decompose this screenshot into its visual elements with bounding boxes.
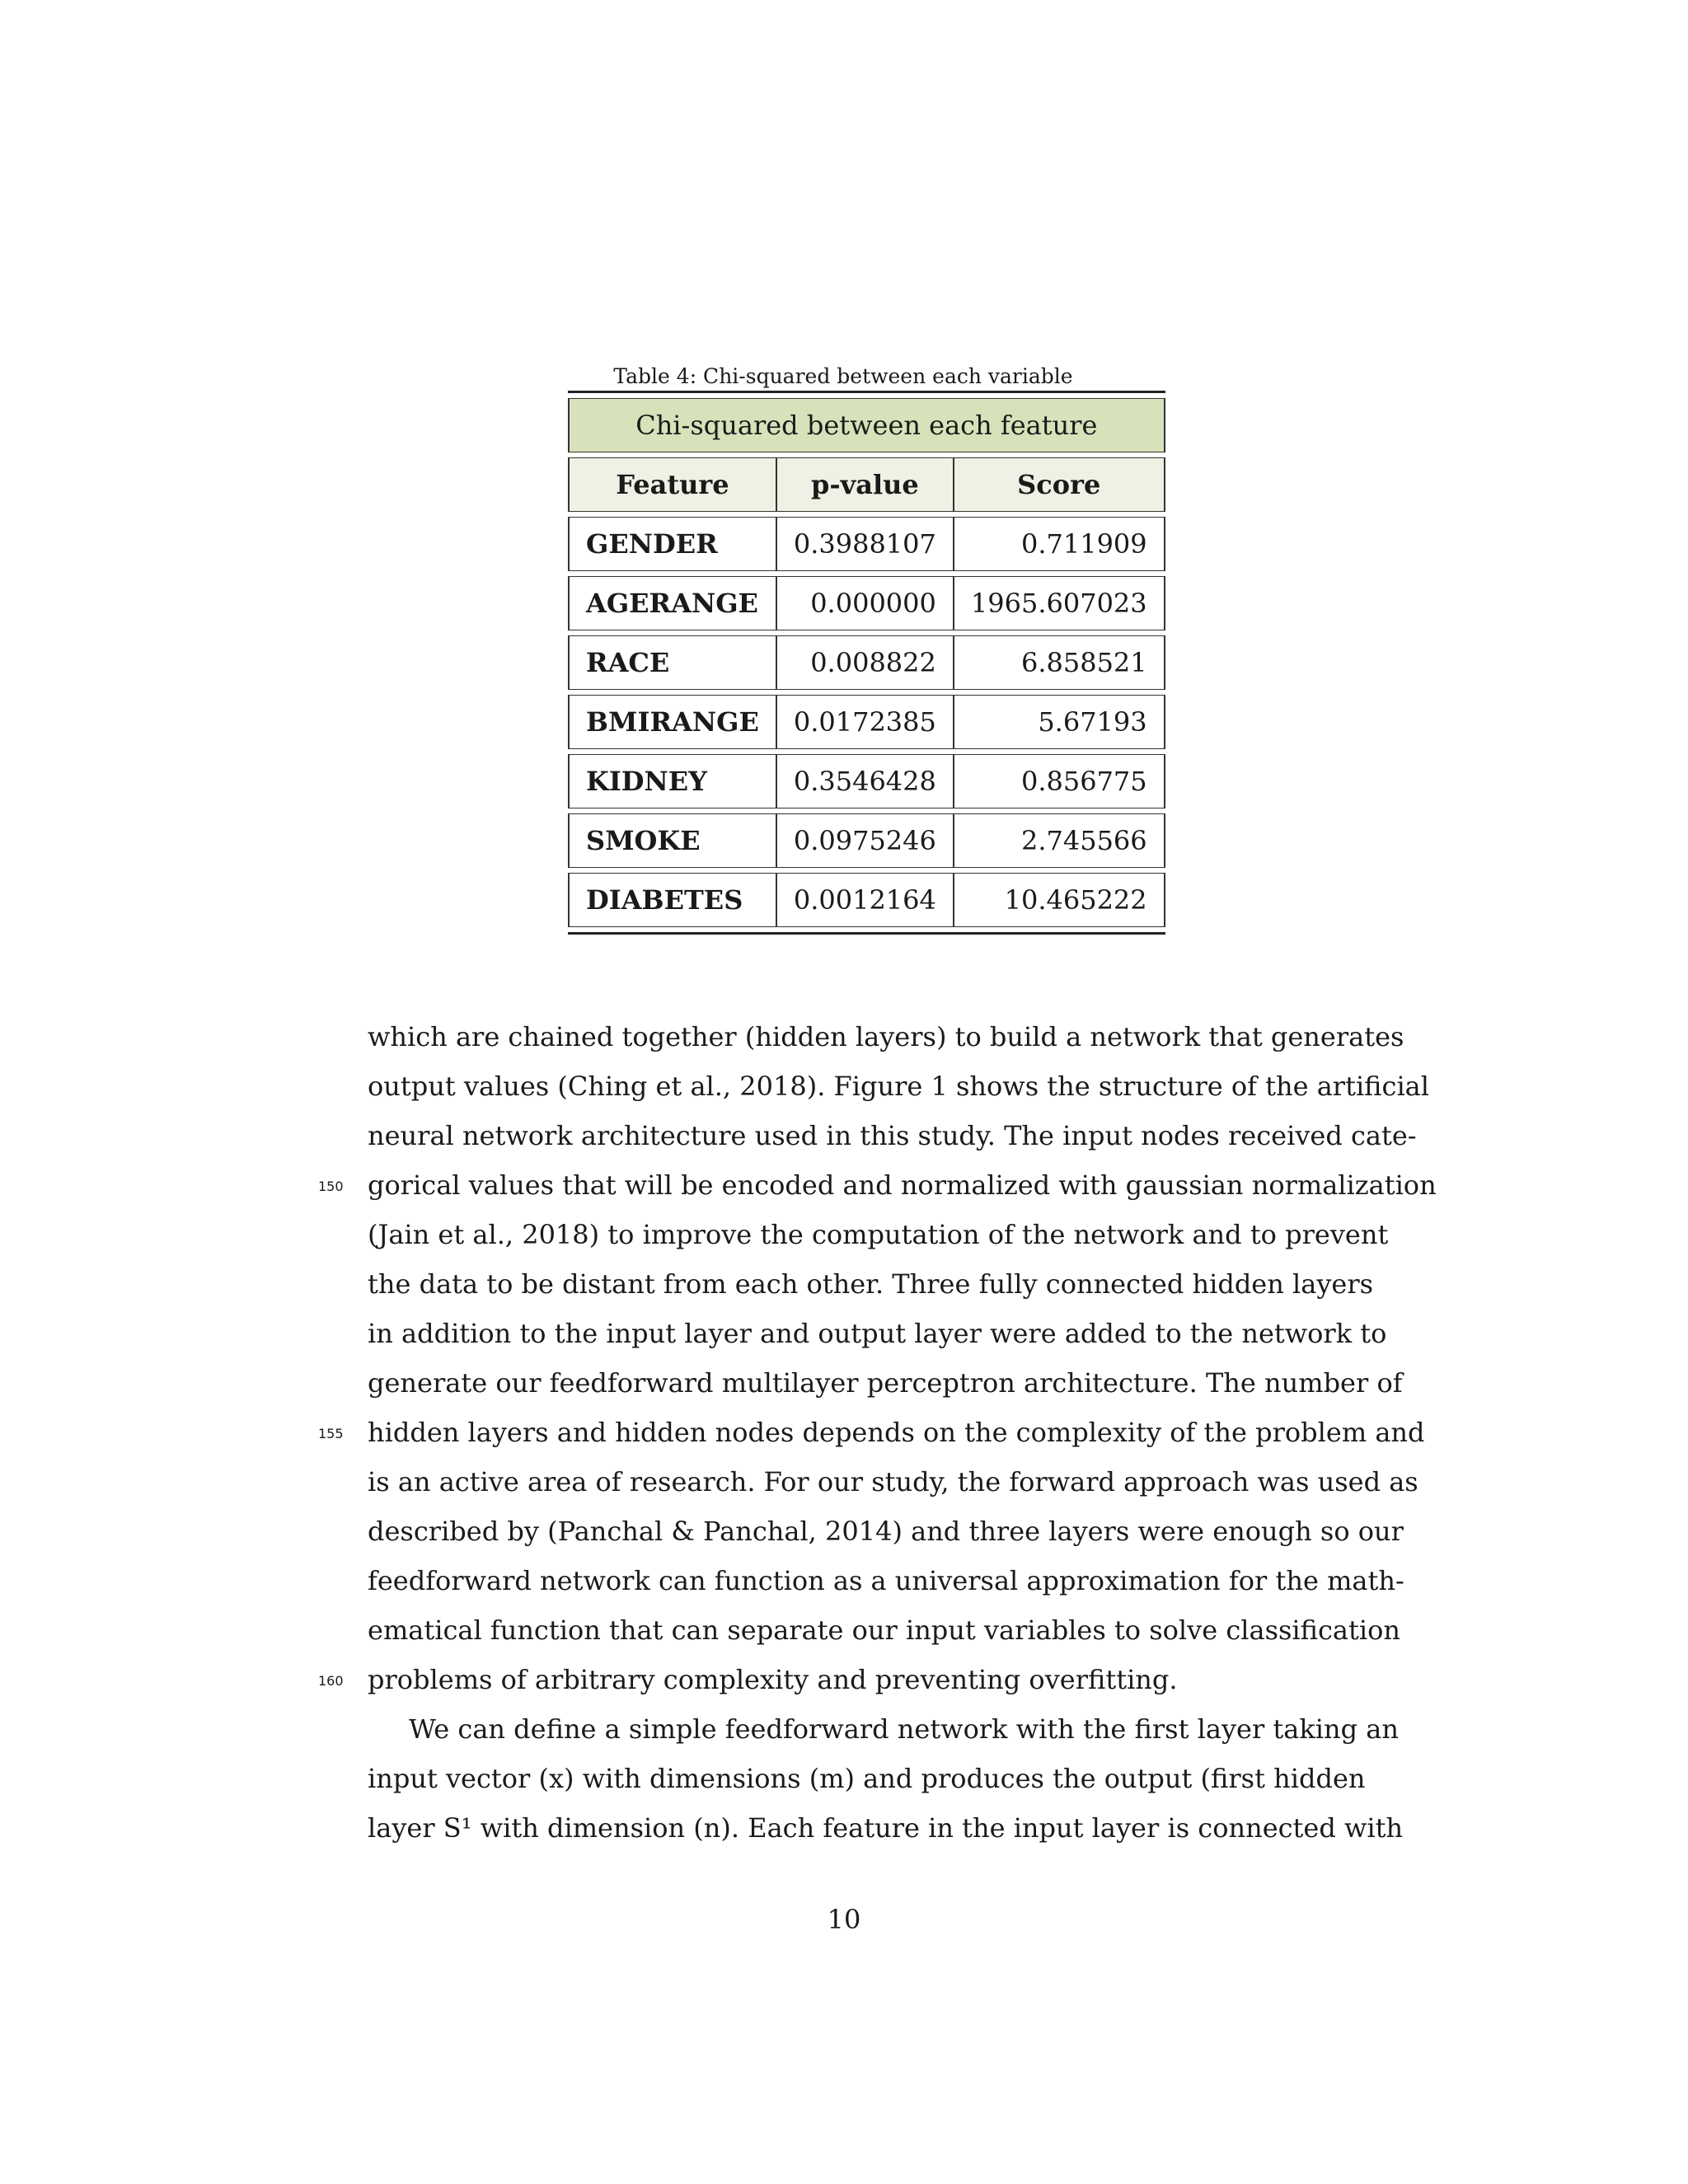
line-number: 160 <box>318 1673 344 1689</box>
feature-cell: RACE <box>568 635 776 690</box>
table-row <box>568 635 1165 690</box>
text-line: input vector (x) with dimensions (m) and produces the output (first hidden <box>368 1763 1366 1794</box>
p-value-cell: 0.3988107 <box>776 517 953 571</box>
feature-cell: AGERANGE <box>568 576 776 630</box>
score-cell: 0.856775 <box>953 754 1165 808</box>
table-row <box>568 517 1165 571</box>
p-value-cell: 0.0172385 <box>776 695 953 749</box>
text-line: described by (Panchal & Panchal, 2014) and three layers were enough so our <box>368 1516 1404 1547</box>
header-score: Score <box>953 457 1165 512</box>
feature-cell: DIABETES <box>568 873 776 927</box>
text-line: which are chained together (hidden layers) to build a network that generates <box>368 1021 1404 1052</box>
feature-cell: BMIRANGE <box>568 695 776 749</box>
table-block <box>563 363 1147 935</box>
text-line-content: hidden layers and hidden nodes depends on the complexity of the problem and <box>368 1417 1425 1448</box>
feature-cell: GENDER <box>568 517 776 571</box>
table-title-row <box>568 398 1165 452</box>
header-feature: Feature <box>568 457 776 512</box>
header-p-value: p-value <box>776 457 953 512</box>
text-line: neural network architecture used in this study. The input nodes received cate- <box>368 1120 1417 1151</box>
page-number: 10 <box>827 1904 861 1935</box>
table-title: Chi-squared between each feature <box>568 398 1165 452</box>
text-line-150 <box>318 1160 1437 1210</box>
line-number: 150 <box>318 1179 344 1194</box>
p-value-cell: 0.008822 <box>776 635 953 690</box>
text-line: We can define a simple feedforward network with the first layer taking an <box>409 1713 1399 1745</box>
text-line-160 <box>318 1655 1312 1704</box>
text-line: feedforward network can function as a universal approximation for the math- <box>368 1565 1404 1596</box>
text-line: generate our feedforward multilayer perceptron architecture. The number of <box>368 1367 1403 1399</box>
text-line: is an active area of research. For our study, the forward approach was used as <box>368 1466 1418 1497</box>
table-row <box>568 576 1165 630</box>
feature-cell: KIDNEY <box>568 754 776 808</box>
p-value-cell: 0.0975246 <box>776 813 953 868</box>
score-cell: 5.67193 <box>953 695 1165 749</box>
table-row <box>568 873 1165 927</box>
text-line-155 <box>318 1408 1425 1457</box>
table-caption: Table 4: Chi-squared between each variable <box>613 364 1073 388</box>
line-number: 155 <box>318 1426 344 1441</box>
chi-squared-table <box>568 391 1165 935</box>
p-value-cell: 0.0012164 <box>776 873 953 927</box>
text-line: output values (Ching et al., 2018). Figure 1 shows the structure of the artificial <box>368 1071 1429 1102</box>
text-line: layer S¹ with dimension (n). Each feature in the input layer is connected with <box>368 1812 1404 1844</box>
text-line: (Jain et al., 2018) to improve the computation of the network and to prevent <box>368 1219 1389 1250</box>
text-line: ematical function that can separate our input variables to solve classification <box>368 1615 1400 1646</box>
table-row <box>568 695 1165 749</box>
p-value-cell: 0.3546428 <box>776 754 953 808</box>
table-row <box>568 813 1165 868</box>
score-cell: 2.745566 <box>953 813 1165 868</box>
feature-cell: SMOKE <box>568 813 776 868</box>
body-paragraphs <box>318 1012 1437 1853</box>
text-line-content: gorical values that will be encoded and normalized with gaussian normalization <box>368 1169 1437 1201</box>
table-row <box>568 754 1165 808</box>
score-cell: 6.858521 <box>953 635 1165 690</box>
score-cell: 1965.607023 <box>953 576 1165 630</box>
text-line: in addition to the input layer and output layer were added to the network to <box>368 1318 1387 1349</box>
score-cell: 10.465222 <box>953 873 1165 927</box>
text-line: the data to be distant from each other. Three fully connected hidden layers <box>368 1268 1374 1300</box>
score-cell: 0.711909 <box>953 517 1165 571</box>
text-line-content: problems of arbitrary complexity and preventing overfitting. <box>368 1664 1178 1695</box>
table-header-row <box>568 457 1165 512</box>
p-value-cell: 0.000000 <box>776 576 953 630</box>
